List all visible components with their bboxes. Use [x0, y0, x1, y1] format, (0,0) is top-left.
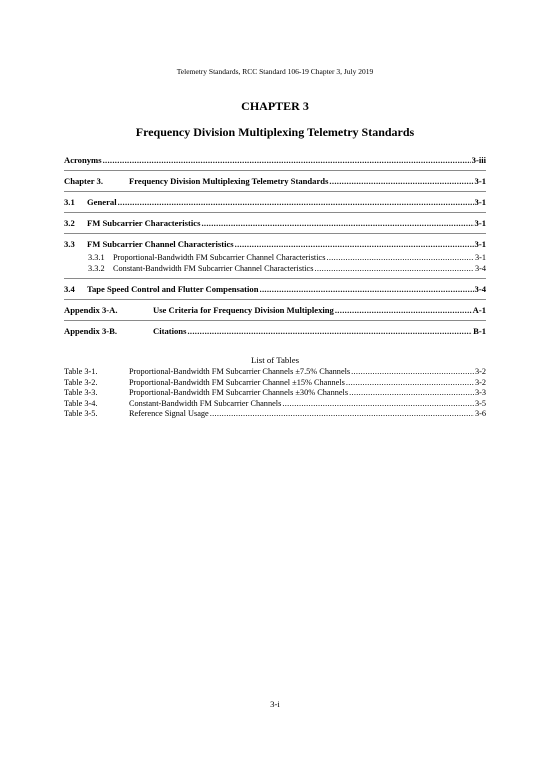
- toc-entry-label: Use Criteria for Frequency Division Multiplexing: [153, 305, 334, 315]
- table-list-entry[interactable]: [64, 378, 486, 389]
- chapter-label: CHAPTER 3: [241, 99, 309, 113]
- dot-leader: [260, 284, 474, 295]
- toc-entry-page: B-1: [473, 326, 486, 336]
- dot-leader: [201, 218, 473, 229]
- toc-entry-label: Acronyms: [64, 155, 102, 165]
- table-entry-number: Table 3-2.: [64, 377, 98, 387]
- dot-leader: [103, 155, 471, 166]
- divider: [64, 299, 486, 300]
- toc-entry-number: 3.4: [64, 284, 75, 294]
- toc-entry-page: 3-1: [474, 197, 486, 207]
- table-of-contents: [64, 155, 486, 337]
- toc-entry-page: 3-1: [474, 239, 486, 249]
- table-entry-label: Proportional-Bandwidth FM Subcarrier Channels ±30% Channels: [129, 388, 349, 397]
- table-entry-number: Table 3-3.: [64, 388, 98, 397]
- toc-entry-page: 3-4: [474, 263, 486, 273]
- table-list-entry[interactable]: [64, 409, 486, 420]
- toc-entry-label: Tape Speed Control and Flutter Compensation: [87, 284, 259, 294]
- toc-entry-acronyms[interactable]: [64, 155, 486, 166]
- toc-entry-page: 3-4: [474, 284, 486, 294]
- divider: [64, 191, 486, 192]
- toc-entry-page: 3-iii: [471, 155, 486, 165]
- toc-entry-number: Appendix 3-B.: [64, 326, 118, 336]
- divider: [64, 320, 486, 321]
- divider: [64, 212, 486, 213]
- toc-entry-section[interactable]: [64, 218, 486, 229]
- table-entry-label: Proportional-Bandwidth FM Subcarrier Channels ±7.5% Channels: [129, 367, 351, 376]
- dot-leader: [235, 239, 474, 250]
- toc-entry-page: A-1: [472, 305, 486, 315]
- table-list-entry[interactable]: [64, 367, 486, 378]
- toc-entry-appendix[interactable]: [64, 305, 486, 316]
- list-of-tables-heading: List of Tables: [250, 355, 300, 365]
- toc-entry-number: 3.3: [64, 239, 75, 249]
- table-entry-number: Table 3-4.: [64, 398, 98, 408]
- dot-leader: [349, 388, 474, 399]
- dot-leader: [282, 399, 474, 410]
- toc-entry-label: Constant-Bandwidth FM Subcarrier Channel Characteristics: [113, 263, 314, 273]
- toc-entry-label: General: [87, 197, 117, 207]
- toc-entry-number: 3.3.1: [88, 253, 105, 262]
- table-entry-label: Reference Signal Usage: [129, 409, 209, 418]
- toc-entry-page: 3-1: [474, 176, 486, 186]
- toc-entry-label: Citations: [153, 326, 187, 336]
- toc-entry-label: FM Subcarrier Characteristics: [87, 218, 201, 228]
- toc-entry-label: FM Subcarrier Channel Characteristics: [87, 239, 234, 249]
- toc-entry-section[interactable]: [64, 239, 486, 250]
- divider: [64, 170, 486, 171]
- toc-entry-label: Frequency Division Multiplexing Telemetry Standards: [129, 176, 329, 186]
- dot-leader: [210, 409, 474, 420]
- toc-entry-section[interactable]: [64, 284, 486, 295]
- toc-entry-number: 3.2: [64, 218, 75, 228]
- toc-entry-page: 3-1: [474, 253, 486, 262]
- toc-entry-label: Proportional-Bandwidth FM Subcarrier Channel Characteristics: [113, 253, 326, 262]
- toc-entry-number: Chapter 3.: [64, 176, 103, 186]
- chapter-title: Frequency Division Multiplexing Telemetry Standards: [135, 125, 415, 139]
- dot-leader: [187, 326, 472, 337]
- toc-entry-number: Appendix 3-A.: [64, 305, 118, 315]
- toc-entry-subsection[interactable]: [64, 264, 486, 275]
- toc-entry-chapter[interactable]: [64, 176, 486, 187]
- table-entry-label: Constant-Bandwidth FM Subcarrier Channels: [129, 398, 282, 408]
- list-of-tables: [64, 367, 486, 420]
- toc-entry-number: 3.3.2: [88, 263, 105, 273]
- table-entry-page: 3-2: [474, 367, 486, 376]
- dot-leader: [335, 305, 472, 316]
- divider: [64, 278, 486, 279]
- table-entry-page: 3-3: [474, 388, 486, 397]
- table-entry-page: 3-6: [474, 409, 486, 418]
- page-number: 3-i: [270, 699, 280, 709]
- dot-leader: [118, 197, 474, 208]
- table-list-entry[interactable]: [64, 388, 486, 399]
- toc-entry-number: 3.1: [64, 197, 75, 207]
- toc-entry-page: 3-1: [474, 218, 486, 228]
- table-entry-label: Proportional-Bandwidth FM Subcarrier Channel ±15% Channels: [129, 377, 345, 387]
- table-entry-number: Table 3-1.: [64, 367, 98, 376]
- running-header: Telemetry Standards, RCC Standard 106-19 Chapter 3, July 2019: [176, 67, 374, 76]
- toc-entry-subsection[interactable]: [64, 253, 486, 264]
- divider: [64, 233, 486, 234]
- dot-leader: [326, 253, 473, 264]
- dot-leader: [329, 176, 473, 187]
- table-entry-number: Table 3-5.: [64, 409, 98, 418]
- dot-leader: [346, 378, 474, 389]
- dot-leader: [314, 264, 473, 275]
- table-entry-page: 3-5: [474, 398, 486, 408]
- toc-entry-appendix[interactable]: [64, 326, 486, 337]
- table-list-entry[interactable]: [64, 399, 486, 410]
- dot-leader: [351, 367, 474, 378]
- toc-entry-section[interactable]: [64, 197, 486, 208]
- table-entry-page: 3-2: [474, 377, 486, 387]
